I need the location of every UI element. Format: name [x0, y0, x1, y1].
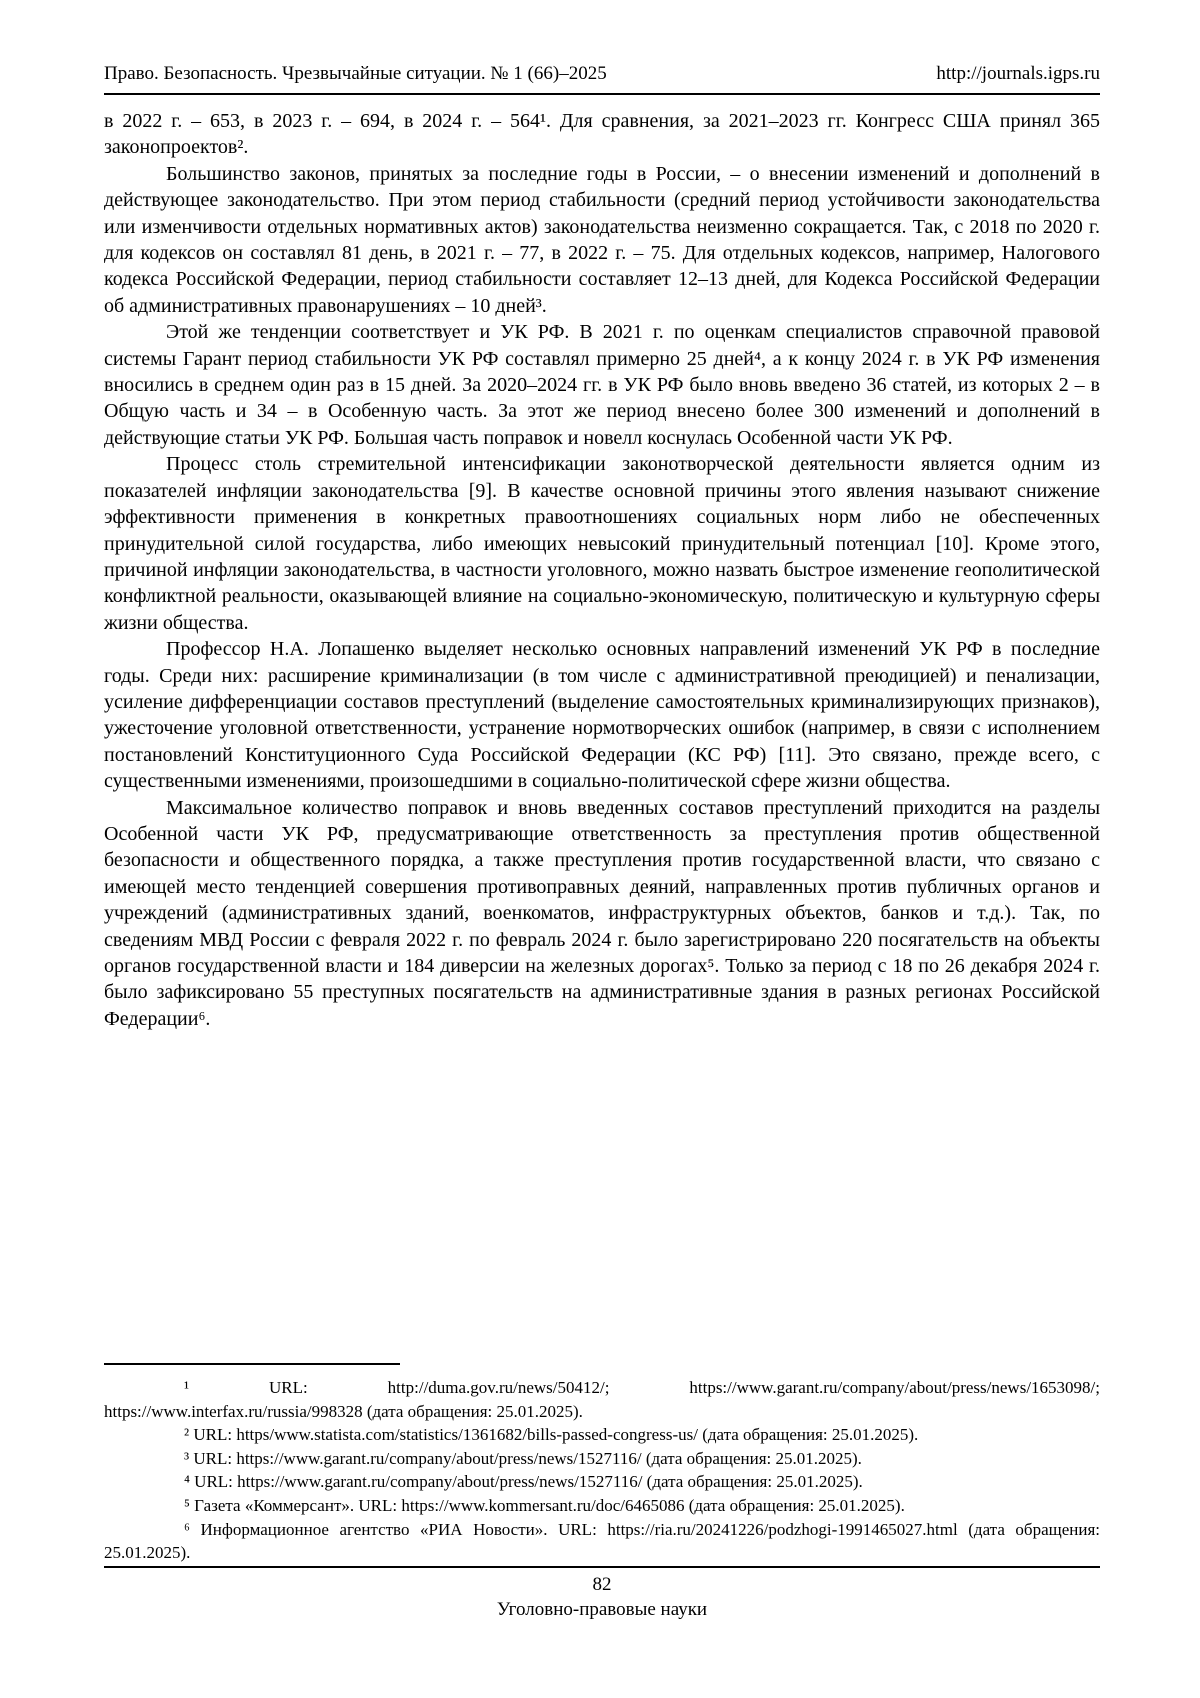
- paragraph: в 2022 г. – 653, в 2023 г. – 694, в 2024 г. – 564¹. Для сравнения, за 2021–2023 гг. Конгресс США принял 365 законопроектов².: [104, 110, 1100, 159]
- footnote-item: ⁴ URL: https://www.garant.ru/company/about/press/news/1527116/ (дата обращения: 25.01.2025).: [184, 1472, 863, 1492]
- paragraph: Большинство законов, принятых за последние годы в России, – о внесении изменений и дополнений в действующее законодательство. При этом период стабильности (средний период устойчивости законодательства или изменчивости отдельных нормативных актов) законодательства неизменно сокращается. Так, с 2018 по 2020 г. для кодексов он составлял 81 день, в 2021 г. – 77, в 2022 г. – 75. Для отдельных кодексов, например, Налогового кодекса Российской Федерации, период стабильности составляет 12–13 дней, для Кодекса Российской Федерации об административных правонарушениях – 10 дней³.: [104, 162, 1100, 317]
- footnote-item: ² URL: https/www.statista.com/statistics/1361682/bills-passed-congress-us/ (дата обращения: 25.01.2025).: [184, 1425, 919, 1445]
- page-footer: [104, 1566, 1100, 1622]
- section-title: Уголовно-правовые науки: [496, 1599, 708, 1620]
- footnote-item: ⁶ Информационное агентство «РИА Новости». URL: https://ria.ru/20241226/podzhogi-1991465027.html (дата обращения: 25.01.2025).: [104, 1519, 1100, 1563]
- journal-url: http://journals.igps.ru: [936, 63, 1100, 84]
- paragraph: Профессор Н.А. Лопашенко выделяет несколько основных направлений изменений УК РФ в последние годы. Среди них: расширение криминализации (в том числе с административной преюдицией) и пенализации, усиление дифференциации составов преступлений (выделение самостоятельных криминализирующих признаков), ужесточение уголовной ответственности, устранение нормотворческих ошибок (например, в связи с исполнением постановлений Конституционного Суда Российской Федерации (КС РФ) [11]. Это связано, прежде всего, с существенными изменениями, произошедшими в социально-политической сфере жизни общества.: [104, 638, 1100, 793]
- footnote-item: ⁵ Газета «Коммерсант». URL: https://www.kommersant.ru/doc/6465086 (дата обращения: 25.01.2025).: [184, 1495, 905, 1515]
- paragraph: Максимальное количество поправок и вновь введенных составов преступлений приходится на разделы Особенной части УК РФ, предусматривающие ответственность за преступления против общественной безопасности и общественного порядка, а также преступления против государственной власти, что связано с имеющей место тенденцией совершения противоправных деяний, направленных против публичных органов и учреждений (административных зданий, военкоматов, инфраструктурных объектов, банков и т.д.). Так, по сведениям МВД России с февраля 2022 г. по февраль 2024 г. было зарегистрировано 220 посягательств на объекты органов государственной власти и 184 диверсии на железных дорогах⁵. Только за период с 18 по 26 декабря 2024 г. было зафиксировано 55 преступных посягательств на административные здания в разных регионах Российской Федерации⁶.: [104, 796, 1100, 1030]
- article-body: [104, 108, 1100, 1032]
- paragraph: Этой же тенденции соответствует и УК РФ. В 2021 г. по оценкам специалистов справочной правовой системы Гарант период стабильности УК РФ составлял примерно 25 дней⁴, а к концу 2024 г. в УК РФ изменения вносились в среднем один раз в 15 дней. За 2020–2024 гг. в УК РФ было вновь введено 36 статей, из которых 2 – в Общую часть и 34 – в Особенную часть. За этот же период внесено более 300 изменений и дополнений в действующие статьи УК РФ. Большая часть поправок и новелл коснулась Особенной части УК РФ.: [104, 321, 1100, 449]
- footnote-item: ³ URL: https://www.garant.ru/company/about/press/news/1527116/ (дата обращения: 25.01.2025).: [184, 1448, 862, 1468]
- journal-title: Право. Безопасность. Чрезвычайные ситуации. № 1 (66)–2025: [104, 63, 607, 84]
- page-number: 82: [592, 1574, 612, 1595]
- paragraph: Процесс столь стремительной интенсификации законотворческой деятельности является одним из показателей инфляции законодательства [9]. В качестве основной причины этого явления называют снижение эффективности применения в конкретных правоотношениях социальных норм либо не обеспеченных принудительной силой государства, либо имеющих невысокий принудительный потенциал [10]. Кроме этого, причиной инфляции законодательства, в частности уголовного, можно назвать быстрое изменение геополитической конфликтной реальности, оказывающей влияние на социально-экономическую, политическую и культурную сферы жизни общества.: [104, 453, 1100, 634]
- footnote-item: ¹ URL: http://duma.gov.ru/news/50412/; https://www.garant.ru/company/about/press/news/1653098/; https://www.interfax.ru/russia/998328 (дата обращения: 25.01.2025).: [104, 1378, 1100, 1421]
- footnotes-area: [104, 1363, 1100, 1565]
- page-header: [104, 62, 1100, 95]
- footnote-separator: [104, 1363, 400, 1365]
